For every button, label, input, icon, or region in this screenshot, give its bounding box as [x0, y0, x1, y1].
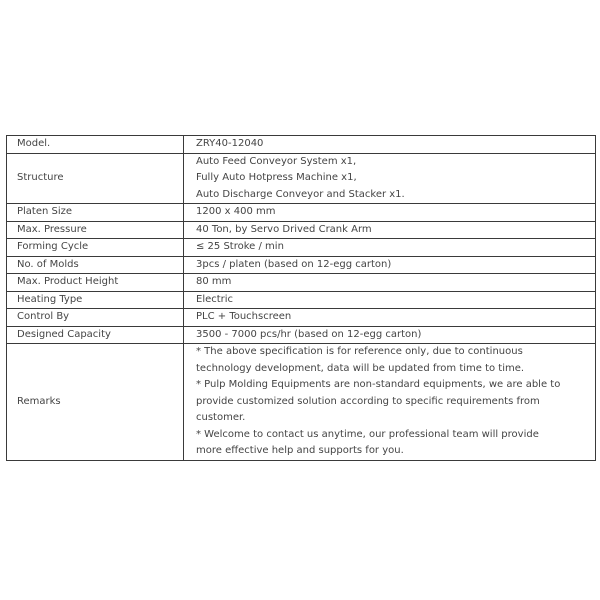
row-value [184, 291, 596, 309]
remarks-line: * The above specification is for reference only, due to continuous [196, 346, 523, 357]
row-label: Control By [7, 309, 184, 327]
table-row-forming-cycle [7, 239, 596, 257]
row-label: Forming Cycle [7, 239, 184, 257]
row-value [184, 204, 596, 222]
table-row-platen-size [7, 204, 596, 222]
row-value [184, 274, 596, 292]
remarks-line: more effective help and supports for you. [196, 445, 404, 456]
value-line: Electric [196, 293, 234, 305]
table-row-heating-type [7, 291, 596, 309]
remarks-line: * Welcome to contact us anytime, our professional team will provide [196, 428, 539, 440]
remarks-text [184, 344, 596, 461]
row-label: Designed Capacity [7, 326, 184, 344]
table-row-designed-capacity [7, 326, 596, 344]
row-label: Max. Pressure [7, 221, 184, 239]
value-line: ≤ 25 Stroke / min [196, 241, 284, 252]
row-value [184, 256, 596, 274]
table-row-no-of-molds [7, 256, 596, 274]
row-label: Max. Product Height [7, 274, 184, 292]
row-value [184, 221, 596, 239]
table-row-model [7, 136, 596, 154]
value-line: 1200 x 400 mm [196, 206, 276, 217]
value-line: 3pcs / platen (based on 12-egg carton) [196, 258, 392, 270]
table-row-max-pressure [7, 221, 596, 239]
table-row-remarks [7, 344, 596, 461]
value-line: 80 mm [196, 276, 232, 287]
value-line: Auto Feed Conveyor System x1, [196, 155, 357, 167]
row-label: Platen Size [7, 204, 184, 222]
value-line: ZRY40-12040 [196, 138, 264, 149]
row-label: Model. [7, 136, 184, 154]
table-row-structure [7, 153, 596, 204]
remarks-line: technology development, data will be updated from time to time. [196, 362, 525, 374]
value-line: PLC + Touchscreen [196, 311, 292, 322]
value-line: Fully Auto Hotpress Machine x1, [196, 172, 357, 183]
row-value [184, 239, 596, 257]
remarks-line: provide customized solution according to specific requirements from [196, 395, 540, 407]
specification-table [6, 135, 596, 461]
row-value [184, 309, 596, 327]
row-value [184, 153, 596, 204]
remarks-line: customer. [196, 412, 246, 423]
remarks-line: * Pulp Molding Equipments are non-standard equipments, we are able to [196, 379, 561, 390]
value-line: 3500 - 7000 pcs/hr (based on 12-egg carton) [196, 328, 422, 340]
row-label: Structure [7, 153, 184, 204]
table-row-max-product-height [7, 274, 596, 292]
row-value [184, 326, 596, 344]
value-line: Auto Discharge Conveyor and Stacker x1. [196, 188, 405, 200]
row-label: Heating Type [7, 291, 184, 309]
value-line: 40 Ton, by Servo Drived Crank Arm [196, 223, 372, 235]
row-label: No. of Molds [7, 256, 184, 274]
table-row-control-by [7, 309, 596, 327]
row-value [184, 136, 596, 154]
row-label: Remarks [7, 344, 184, 461]
